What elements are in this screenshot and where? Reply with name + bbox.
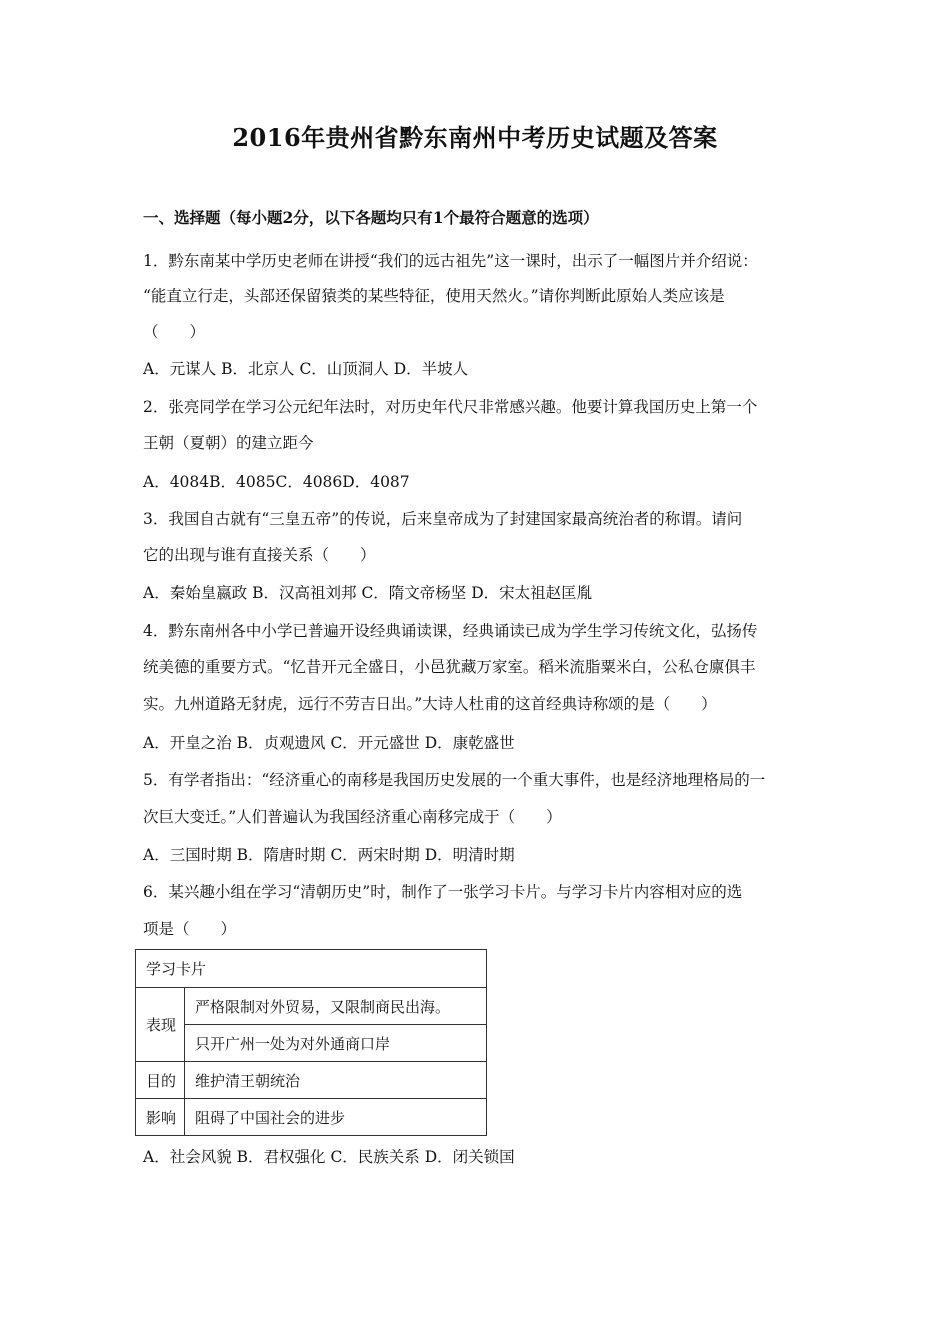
label-biaoxian: 表现 bbox=[136, 988, 185, 1062]
table-row bbox=[136, 950, 487, 988]
question-3-options: A．秦始皇嬴政 B．汉高祖刘邦 C．隋文帝杨坚 D．宋太祖赵匡胤 bbox=[143, 584, 593, 602]
document-title: 2016年贵州省黔东南州中考历史试题及答案 bbox=[232, 123, 718, 152]
question-1-line-2: “能直立行走，头部还保留猿类的某些特征，使用天然火。”请你判断此原始人类应该是 bbox=[143, 287, 725, 305]
question-6-line-2: 项是（ ） bbox=[143, 920, 237, 938]
question-4-line-1: 4．黔东南州各中小学已普遍开设经典诵读课，经典诵读已成为学生学习传统文化，弘扬传 bbox=[143, 622, 758, 640]
question-2-line-2: 王朝（夏朝）的建立距今 bbox=[143, 434, 314, 452]
question-6-options: A．社会风貌 B．君权强化 C．民族关系 D．闭关锁国 bbox=[143, 1148, 515, 1166]
question-3-line-1: 3．我国自古就有“三皇五帝”的传说，后来皇帝成为了封建国家最高统治者的称谓。请问 bbox=[143, 510, 743, 528]
table-row bbox=[136, 1099, 487, 1136]
study-card-table bbox=[135, 949, 487, 1136]
question-1-line-1: 1．黔东南某中学历史老师在讲授“我们的远古祖先”这一课时，出示了一幅图片并介绍说： bbox=[143, 252, 758, 270]
question-1-options: A．元谋人 B．北京人 C．山顶洞人 D．半坡人 bbox=[143, 360, 469, 378]
section-heading: 一、选择题（每小题2分，以下各题均只有1个最符合题意的选项） bbox=[143, 208, 599, 227]
label-yingxiang: 影响 bbox=[136, 1099, 185, 1136]
question-5-options: A．三国时期 B．隋唐时期 C．两宋时期 D．明清时期 bbox=[143, 846, 515, 864]
question-5-line-2: 次巨大变迁。”人们普遍认为我国经济重心南移完成于（ ） bbox=[143, 808, 562, 826]
question-6-line-1: 6．某兴趣小组在学习“清朝历史”时，制作了一张学习卡片。与学习卡片内容相对应的选 bbox=[143, 883, 743, 901]
question-2-options: A．4084B．4085C．4086D．4087 bbox=[143, 473, 410, 491]
yingxiang-value: 阻碍了中国社会的进步 bbox=[185, 1099, 487, 1136]
question-2-line-1: 2．张亮同学在学习公元纪年法时，对历史年代尺非常感兴趣。他要计算我国历史上第一个 bbox=[143, 398, 758, 416]
label-mudi: 目的 bbox=[136, 1062, 185, 1099]
table-row bbox=[136, 1062, 487, 1099]
question-1-line-3: （ ） bbox=[143, 323, 206, 341]
biaoxian-item-1: 严格限制对外贸易，又限制商民出海。 bbox=[185, 988, 487, 1025]
table-row bbox=[136, 988, 487, 1025]
mudi-value: 维护清王朝统治 bbox=[185, 1062, 487, 1099]
question-3-line-2: 它的出现与谁有直接关系（ ） bbox=[143, 546, 376, 564]
table-row bbox=[136, 1025, 487, 1062]
biaoxian-item-2: 只开广州一处为对外通商口岸 bbox=[185, 1025, 487, 1062]
study-card-header: 学习卡片 bbox=[136, 950, 487, 988]
question-5-line-1: 5．有学者指出：“经济重心的南移是我国历史发展的一个重大事件，也是经济地理格局的一 bbox=[143, 771, 766, 789]
question-4-line-2: 统美德的重要方式。“忆昔开元全盛日，小邑犹藏万家室。稻米流脂粟米白，公私仓廪俱丰 bbox=[143, 658, 756, 676]
question-4-options: A．开皇之治 B．贞观遗风 C．开元盛世 D．康乾盛世 bbox=[143, 734, 515, 752]
question-4-line-3: 实。九州道路无豺虎，远行不劳吉日出。”大诗人杜甫的这首经典诗称颂的是（ ） bbox=[143, 695, 717, 713]
